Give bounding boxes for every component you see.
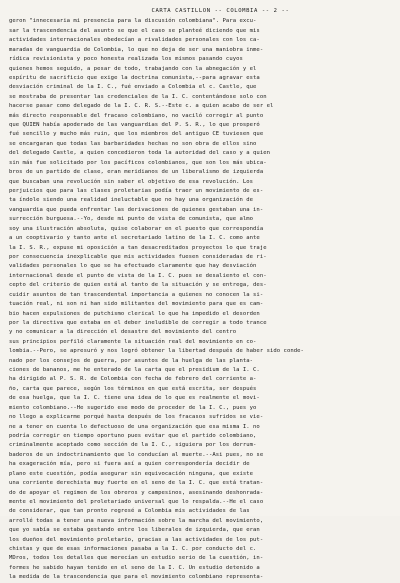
text-line: formes he sabido hayan tenido en el seno de la I. C. Un estudio detenido a [9, 564, 260, 571]
text-line: validades personales lo que se ha efectuado claramente que hay desviación [9, 263, 257, 270]
text-line: espíritu de sacrificio que exige la doctrina comunista,--para agravar esta [9, 74, 260, 81]
text-line: por la directiva que estaba en el deber ineludible de corregir a todo trance [9, 319, 267, 326]
text-line: quienes hemos seguido, a pesar de todo, trabajando con la abnegación y el [9, 65, 257, 72]
text-line: los dueños del movimiento proletario, gracias a las actividades de los put- [9, 536, 264, 543]
text-line: sin más fue solicitado por los pacíficos colombianos, que son los más ubica- [9, 159, 267, 166]
text-line: del delegado Castle, a quien concedieron toda la autoridad del caso y a quien [9, 150, 270, 157]
text-line: soy una ilustración absoluta, quise colaborar en el puesto que correspondía [9, 225, 264, 232]
text-line: hacerse pasar como delegado de la I. C. R. S.--Este c. a quien acabo de ser el [9, 103, 274, 110]
page-header: CARTA CASTILLON -- COLOMBIA -- 2 -- [151, 8, 290, 14]
text-line: bros de un partido de clase, eran meridianos de un liberalismo de izquierda [9, 169, 264, 176]
text-line: se encargaran que todas las barbaridades hechas no son obra de ellos sino [9, 140, 257, 147]
text-line: de considerar, que tan pronto regresé a Colombia mis actividades de las [9, 508, 250, 515]
text-line: surrección burguesa.--Yo, desde mi punto de vista de comunista, que almo [9, 216, 254, 223]
text-line: vanguardia que pueda enfrentar las derivaciones de quienes gestaban una in- [9, 206, 264, 213]
text-line: la I. S. R., expuse mi oposición a tan desacreditados proyectos lo que traje [9, 244, 267, 251]
text-line: podría corregir en tiempo oportuno pues evitar que el partido colombiano, [9, 432, 257, 439]
text-line: cuidir asuntos de tan trascendental importancia a quienes no conocen la si- [9, 291, 264, 298]
text-line: de esa huelga, que la I. C. tiene una idea de lo que es realmente el movi- [9, 395, 260, 402]
text-line: actividades internacionales obedecían a rivalidades personales con los ca- [9, 37, 260, 44]
text-line: cepto del criterio de quien está al tanto de la situación y se entrega, des- [9, 282, 267, 289]
text-line: plano este cuestión, podía asegurar sin equivocación ninguna, que existe [9, 470, 254, 477]
text-line: que QUIEN había apoderado de las vanguardias del P. S. R., lo que prosperó [9, 122, 260, 129]
text-line: ta índole siendo una realidad ineluctable que no hay una organización de [9, 197, 254, 204]
text-line: ño, carta que parece, según los términos en que está escrita, ser después [9, 385, 257, 392]
text-line: sus principios perfiló claramente la situación real del movimiento en co- [9, 338, 257, 345]
text-line: bio hacen expulsiones de putchismo clerical lo que ha impedido el desorden [9, 310, 260, 317]
text-line: arrollé todas a tener una nueva información sobre la marcha del movimiento, [9, 517, 264, 524]
text-line: ciones de bananos, me he enterado de la carta que el presidium de la I. C. [9, 367, 260, 374]
text-line: perjuicios que para las clases proletarias podía traer un movimiento de es- [9, 188, 264, 195]
text-line: que buscaban una revolución sin saber el objetivo de esa revolución. Los [9, 178, 254, 185]
text-line: se mostraba de presentar las credenciales de la I. C. contentándose solo con [9, 93, 267, 100]
text-line: que yo sabía se estaba gestando entre los liberales de izquierda, que eran [9, 527, 260, 534]
text-line: no llego a explicarme porqué hasta después de los fracasos sufridos se vie- [9, 414, 264, 421]
text-line: baderos de un indoctrinamiento que lo conducían al muerte.--Asi pues, no se [9, 451, 264, 458]
text-line: geron "innecesaria mi presencia para la discusión colombiana". Para excu- [9, 18, 257, 25]
text-line: a un cooptivario y tanto ante el secretariado latino de la I. C. como ante [9, 235, 260, 242]
text-line: internacional desde el punto de vista de la I. C. pues se desaliento el con- [9, 272, 267, 279]
text-line: MDros, todos los detalles que merecían un estudio serio de la cuestión, in- [9, 555, 264, 562]
text-line: ne a tener en cuenta lo defectuoso de una organización que esa misma I. no [9, 423, 260, 430]
text-line: fué sencillo y mucho más ruin, que los miembros del antiguo CE tuviesen que [9, 131, 264, 138]
text-line: maradas de vanguardia de Colombia, lo que no deja de ser una maniobra inme- [9, 46, 264, 53]
text-line: tuación real, ni son ni han sido militantes del movimiento para que es cam- [9, 301, 264, 308]
text-line: rídica revisionista y poco honesta realizada los mismos pasando cuyos [9, 56, 243, 63]
text-line: lombia.--Pero, se apresuró y nos logró obtener la libertad después de haber sido conde- [9, 348, 304, 355]
text-line: la medida de la trascendencia que para el movimiento colombiano representa- [9, 574, 264, 581]
text-line: sar la trascendencia del asunto se que el caso se planteé diciendo que mis [9, 27, 260, 34]
text-line: ha exageración mía, pero si fuera así a quien correspondería decidir de [9, 461, 250, 468]
text-line: y no comunicar a la dirección el desastre del movimiento del centro [9, 329, 237, 336]
text-line: criminalmente aceptado como sección de la I. C., siguiera por los derrum- [9, 442, 257, 449]
text-line: nado por los consejos de guerra, por asuntos de la huelga de las planta- [9, 357, 254, 364]
text-line: do de apoyar el regimen de los obreros y campesinos, asesinando deshonrada- [9, 489, 264, 496]
text-line: por consecuencia inexplicable que mis actividades fuesen consideradas de ri- [9, 253, 267, 260]
text-line: más directo responsable del fracaso colombiano, no vaciló corregir al punto [9, 112, 264, 119]
text-line: una corriente derechista muy fuerte en el seno de la I. C. que está tratan- [9, 480, 264, 487]
letter-body [9, 17, 392, 582]
text-line: chistas y que de esas informaciones pasaba a la I. C. por conducto del c. [9, 546, 257, 553]
text-line: miento colombiano.--He sugerido ese modo de proceder de la I. C., pues yo [9, 404, 257, 411]
text-line: desviación criminal de la I. C., fué enviado a Colombia el c. Castle, que [9, 84, 257, 91]
text-line: mente el movimiento del proletariado universal que lo respalda.--He el caso [9, 498, 264, 505]
text-line: ha dirigido al P. S. R. de Colombia con fecha de febrero del corriente a- [9, 376, 257, 383]
